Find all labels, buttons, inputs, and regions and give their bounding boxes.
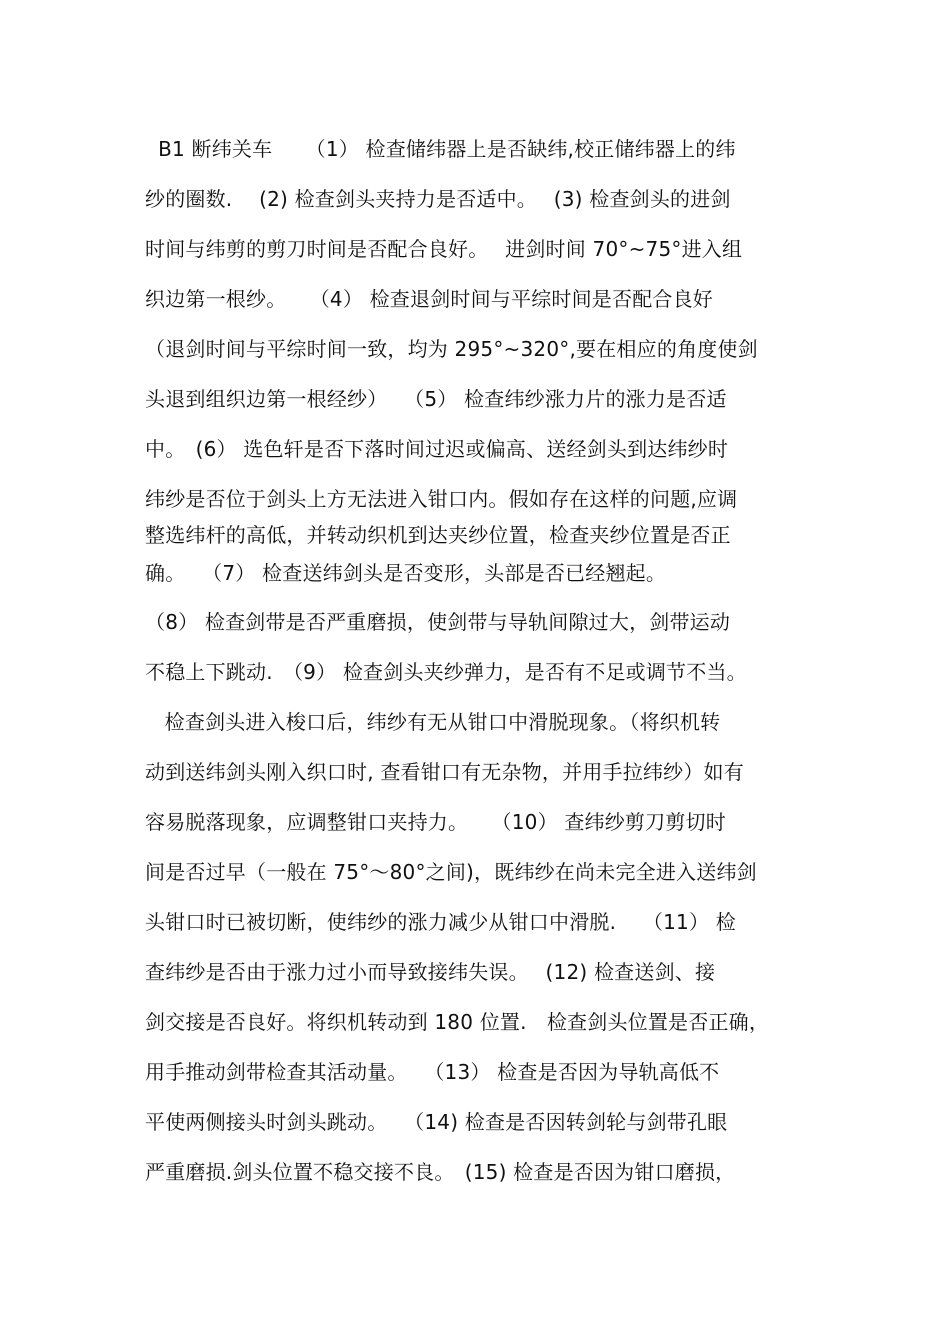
text-line: 织边第一根纱。 （4） 检查退剑时间与平综时间是否配合良好: [145, 287, 713, 311]
text-line: （8） 检查剑带是否严重磨损，使剑带与导轨间隙过大，剑带运动: [145, 610, 731, 634]
text-line: 用手推动剑带检查其活动量。 （13） 检查是否因为导轨高低不: [145, 1060, 720, 1084]
text-line: 容易脱落现象，应调整钳口夹持力。 （10） 查纬纱剪刀剪切时: [145, 810, 726, 834]
text-line: 纬纱是否位于剑头上方无法进入钳口内。假如存在这样的问题,应调: [145, 487, 738, 511]
text-line: B1 断纬关车 （1） 检查储纬器上是否缺纬,校正储纬器上的纬: [145, 137, 736, 161]
text-line: 头退到组织边第一根经纱） （5） 检查纬纱涨力片的涨力是否适: [145, 387, 727, 411]
text-line: 间是否过早（一般在 75°～80°之间)，既纬纱在尚未完全进入送纬剑: [145, 860, 757, 884]
text-line: 中。 (6） 选色轩是否下落时间过迟或偏高、送经剑头到达纬纱时: [145, 437, 729, 461]
text-line: 平使两侧接头时剑头跳动。 （14) 检查是否因转剑轮与剑带孔眼: [145, 1110, 728, 1134]
text-line: 剑交接是否良好。将织机转动到 180 位置. 检查剑头位置是否正确，: [145, 1010, 770, 1034]
text-line: 整选纬杆的高低，并转动织机到达夹纱位置，检查夹纱位置是否正: [145, 523, 731, 547]
text-line: 确。 （7） 检查送纬剑头是否变形，头部是否已经翘起。: [145, 561, 667, 585]
text-line: 查纬纱是否由于涨力过小而导致接纬失误。 (12) 检查送剑、接: [145, 960, 716, 984]
text-line: 纱的圈数. (2) 检查剑头夹持力是否适中。 (3) 检查剑头的进剑: [145, 187, 731, 211]
text-line: 不稳上下跳动. （9） 检查剑头夹纱弹力，是否有不足或调节不当。: [145, 660, 747, 684]
text-line: 检查剑头进入梭口后，纬纱有无从钳口中滑脱现象。（将织机转: [145, 710, 721, 734]
text-line: 动到送纬剑头刚入织口时, 查看钳口有无杂物，并用手拉纬纱）如有: [145, 760, 744, 784]
text-line: 严重磨损.剑头位置不稳交接不良。 (15) 检查是否因为钳口磨损，: [145, 1160, 736, 1184]
text-line: 头钳口时已被切断，使纬纱的涨力减少从钳口中滑脱. （11） 检: [145, 910, 736, 934]
text-line: （退剑时间与平综时间一致，均为 295°~320°,要在相应的角度使剑: [145, 337, 758, 361]
text-line: 时间与纬剪的剪刀时间是否配合良好。 进剑时间 70°~75°进入组: [145, 237, 743, 261]
